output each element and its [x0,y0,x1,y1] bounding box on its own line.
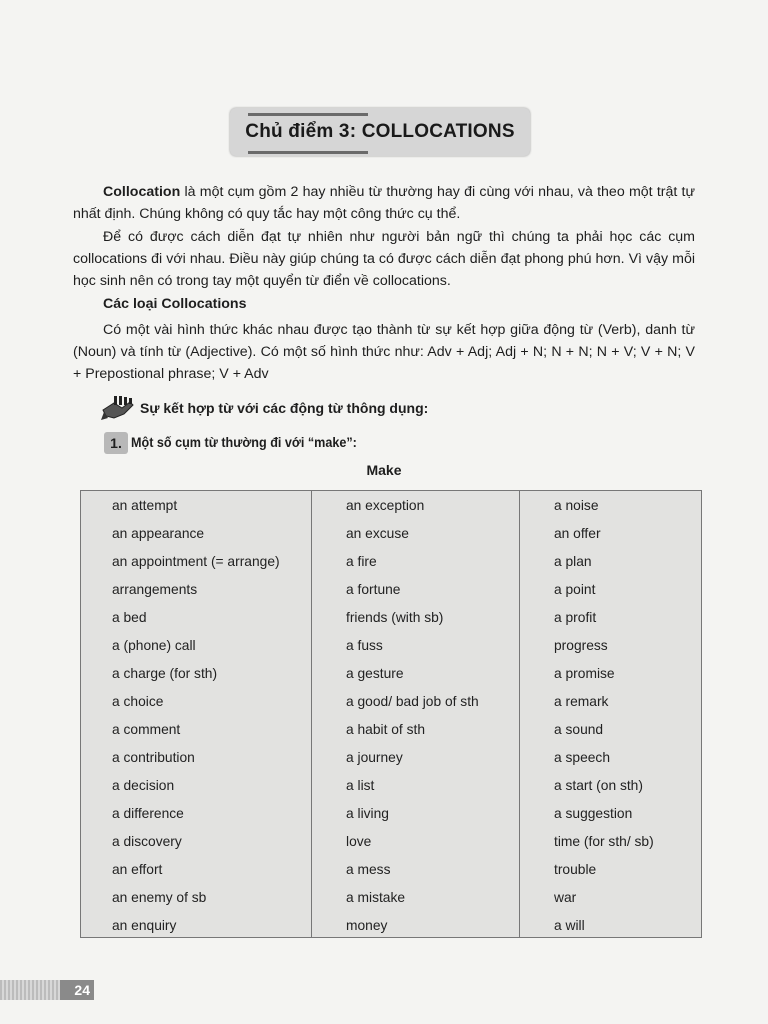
paragraph-3-text: Có một vài hình thức khác nhau được tạo thành từ sự kết hợp giữa động từ (Verb), danh từ (Noun) và tính từ (Adjective). Có một số hình thức như: Adv + Adj; Adj + N; N + N; N + V; V + N; V + Prepostional phrase; V + Adv [73,322,695,382]
collocation-table [80,490,702,938]
page-number-bar [0,980,60,1000]
table-column-3 [520,491,701,937]
table-cell: a bed [112,610,147,625]
table-cell: love [346,834,372,849]
table-cell: a discovery [112,834,182,849]
section-heading: Sự kết hợp từ với các động từ thông dụng: [140,400,429,416]
paragraph-2 [73,226,695,292]
table-caption: Make [366,462,402,478]
paragraph-2-text: Để có được cách diễn đạt tự nhiên như người bản ngữ thì chúng ta phải học các cụm collocations đi với nhau. Điều này giúp chúng ta có được cách diễn đạt phong phú hơn. Vì vậy mỗi học sinh nên có trong tay một quyển từ điển về collocations. [73,229,695,289]
table-cell: trouble [554,862,597,877]
table-cell: an enquiry [112,918,177,933]
table-cell: a fuss [346,638,383,653]
table-column-2 [312,491,520,937]
table-cell: a promise [554,666,615,681]
table-cell: a mess [346,862,391,877]
table-cell: a start (on sth) [554,778,643,793]
paragraph-3 [73,319,695,385]
table-cell: a difference [112,806,184,821]
table-cell: a contribution [112,750,195,765]
table-cell: a good/ bad job of sth [346,694,479,709]
intro-text: là một cụm gồm 2 hay nhiều từ thường hay đi cùng với nhau, và theo một trật tự nhất định. Chúng không có quy tắc hay một công thức cụ thể. [73,184,695,222]
table-cell: an effort [112,862,163,877]
table-cell: a plan [554,554,592,569]
table-cell: a decision [112,778,175,793]
table-cell: a will [554,918,585,933]
table-cell: an attempt [112,498,178,513]
table-cell: an excuse [346,526,409,541]
table-cell: a habit of sth [346,722,426,737]
table-cell: a remark [554,694,609,709]
table-cell: a mistake [346,890,406,905]
table-cell: a noise [554,498,599,513]
table-column-1 [81,491,312,937]
writing-hand-icon [100,394,136,424]
table-cell: a list [346,778,375,793]
table-cell: time (for sth/ sb) [554,834,654,849]
table-cell: a fortune [346,582,401,597]
table-cell: an offer [554,526,601,541]
table-cell: a gesture [346,666,404,681]
table-cell: a journey [346,750,403,765]
table-cell: a fire [346,554,377,569]
table-cell: an enemy of sb [112,890,207,905]
table-cell: money [346,918,388,933]
item-number-badge: 1. [104,432,128,454]
table-cell: an appearance [112,526,205,541]
table-cell: a suggestion [554,806,633,821]
table-cell: a sound [554,722,604,737]
table-cell: a choice [112,694,164,709]
table-cell: a point [554,582,596,597]
table-cell: progress [554,638,608,653]
table-cell: friends (with sb) [346,610,444,625]
table-cell: an exception [346,498,425,513]
table-cell: a living [346,806,389,821]
types-heading: Các loại Collocations [103,296,247,312]
intro-paragraph [73,181,695,225]
table-cell: arrangements [112,582,198,597]
page-title: Chủ điểm 3: COLLOCATIONS [245,121,515,142]
intro-term: Collocation [103,184,181,200]
table-cell: an appointment (= arrange) [112,554,280,569]
table-cell: a (phone) call [112,638,196,653]
table-cell: a comment [112,722,181,737]
item-title: Một số cụm từ thường đi với “make”: [131,434,357,450]
table-cell: a speech [554,750,610,765]
table-cell: war [554,890,577,905]
table-cell: a profit [554,610,597,625]
table-cell: a charge (for sth) [112,666,218,681]
page-number: 24 [60,980,94,1000]
